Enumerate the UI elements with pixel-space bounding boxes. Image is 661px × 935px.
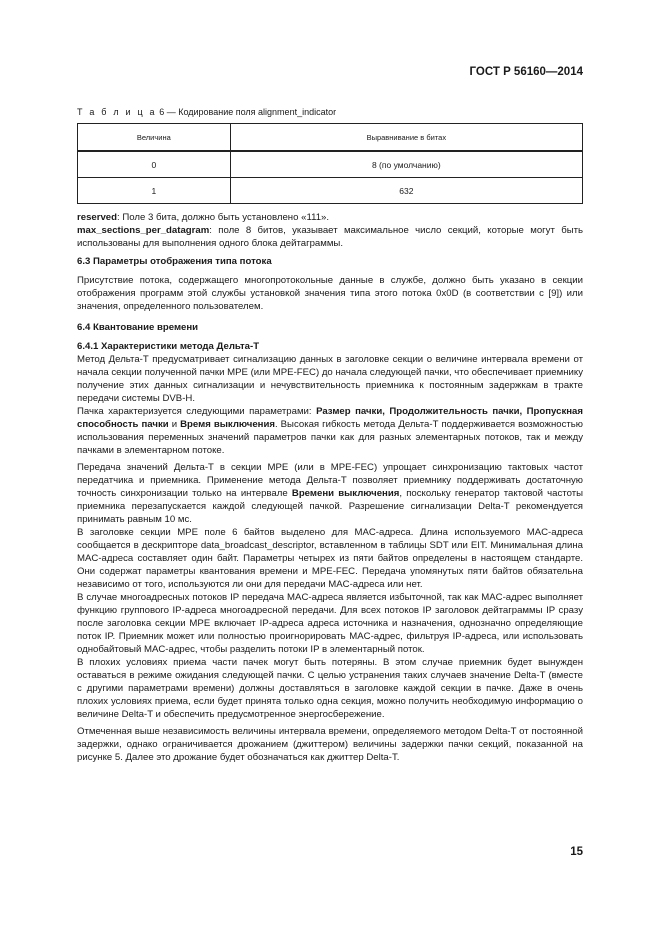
standard-header: ГОСТ Р 56160—2014	[469, 66, 583, 78]
paragraph	[77, 224, 583, 250]
paragraph	[77, 461, 583, 526]
paragraph: В плохих условиях приема части пачек могут быть потеряны. В этом случае приемник будет вынужден оставаться в режиме ожидания следующей пачки. С целью устранения таких случаев значение Delta-T (вместе с другими параметрами времени) должны доставляться в заголовке каждой секции в пачке. Даже в очень плохих условиях приема, если будет принята только одна секция, можно получить необходимую информацию о величине Delta-T и обеспечить предусмотренное энергосбережение.	[77, 657, 583, 720]
text-run: . Высокая гибкость метода Дельта-Т поддерживается возможностью использования переменных значений параметров пачки как для разных элементарных потоков, так и между пачками в элементарном потоке.	[77, 419, 583, 456]
term-definition: : Поле 3 бита, должно быть установлено «111».	[117, 212, 330, 223]
term: reserved	[77, 212, 118, 223]
text-run: Передача значений Дельта-Т в секции MPE (или в MPE-FEC) упрощает синхронизацию тактовых частот передатчика и приемника. Применение метода Дельта-Т позволяет приемнику поддерживать достаточную точность синхронизации только на интервале	[77, 462, 583, 499]
table-header-row	[78, 124, 583, 152]
term: max_sections_per_datagram	[77, 225, 210, 236]
paragraph	[77, 405, 583, 457]
text-run-bold: Времени выключения	[291, 488, 400, 499]
text-run: Пачка характеризуется следующими параметрами:	[77, 406, 317, 417]
table-row	[78, 178, 583, 204]
text-run-bold: Размер пачки, Продолжительность пачки, Пропускная способность пачки	[77, 406, 583, 430]
caption-prefix: Т а б л и ц а	[77, 107, 157, 117]
table-caption	[77, 107, 336, 117]
paragraph: Метод Дельта-Т предусматривает сигнализацию данных в заголовке секции о величине интервала времени от начала секции полученной пачки MPE (или MPE-FEC) до начала следующей пачки, что обеспечивает приемнику получение этих данных сигнализации и нечувствительность приемника к постоянным задержкам в тракте передачи системы DVB-H.	[77, 354, 583, 404]
table-cell: 632	[230, 178, 582, 204]
section-heading: 6.3 Параметры отображения типа потока	[77, 256, 272, 267]
text-run: и	[168, 419, 181, 430]
column-header: Выравнивание в битах	[230, 124, 582, 152]
section-heading: 6.4 Квантование времени	[77, 322, 199, 333]
paragraph: Присутствие потока, содержащего многопротокольные данные в службе, должно быть указано в секции отображения программ этой службы установкой значения типа этого потока 0x0D (в соответствии с [9]) или значения, определенного пользователем.	[77, 275, 583, 312]
paragraph	[77, 211, 583, 224]
document-body	[77, 211, 583, 764]
text-run: , поскольку генератор тактовой частоты приемника перезапускается каждой следующей пачкой. Разрешение сигнализации Delta-T рекомендуется принимать равным 10 мс.	[77, 488, 583, 525]
paragraph: В заголовке секции MPE поле 6 байтов выделено для MAC-адреса. Длина используемого MAC-адреса сообщается в дескрипторе data_broadcast_descriptor, вставленном в таблицы SDT или EIT. Минимальная длина MAC-адреса составляет один байт. Параметры четырех из пяти байтов определены в настоящем стандарте. Они содержат параметры квантования времени и MPE-FEC. Передача упомянутых пяти байтов обязательна независимо от того, используются ли они для передачи MAC-адреса или нет.	[77, 527, 583, 590]
table-cell: 1	[78, 178, 231, 204]
paragraph: Отмеченная выше независимость величины интервала времени, определяемого методом Delta-T от постоянной задержки, однако ограничивается дрожанием (джиттером) величины задержки пачки секций, показанной на рисунке 5. Далее это дрожание будет обозначаться как джиттер Delta-T.	[77, 726, 583, 763]
text-run-bold: Время выключения	[180, 419, 275, 430]
paragraph: В случае многоадресных потоков IP передача MAC-адреса является избыточной, так как MAC-адрес выполняет функцию группового IP-адреса многоадресной передачи. Для всех потоков IP заголовок дейтаграммы IP сразу после заголовка секции MPE включает IP-адреса адреса источника и назначения, однозначно определяющие поток IP. Приемник может или полностью проигнорировать MAC-адрес, фильтруя IP-адреса, или использовать однобайтовый MAC-адрес, чтобы разделить потоки IP в элементарный поток.	[77, 592, 583, 655]
page-number: 15	[570, 846, 583, 858]
subsection-heading: 6.4.1 Характеристики метода Дельта-Т	[77, 341, 260, 352]
term-definition: : поле 8 битов, указывает максимальное число секций, которые могут быть использованы для выполнения одного блока дейтаграммы.	[77, 225, 583, 249]
caption-text: 6 — Кодирование поля alignment_indicator	[156, 107, 337, 117]
table-row	[78, 151, 583, 178]
table-cell: 0	[78, 151, 231, 178]
alignment-table	[77, 123, 583, 204]
column-header: Величина	[78, 124, 231, 152]
table-cell: 8 (по умолчанию)	[230, 151, 582, 178]
